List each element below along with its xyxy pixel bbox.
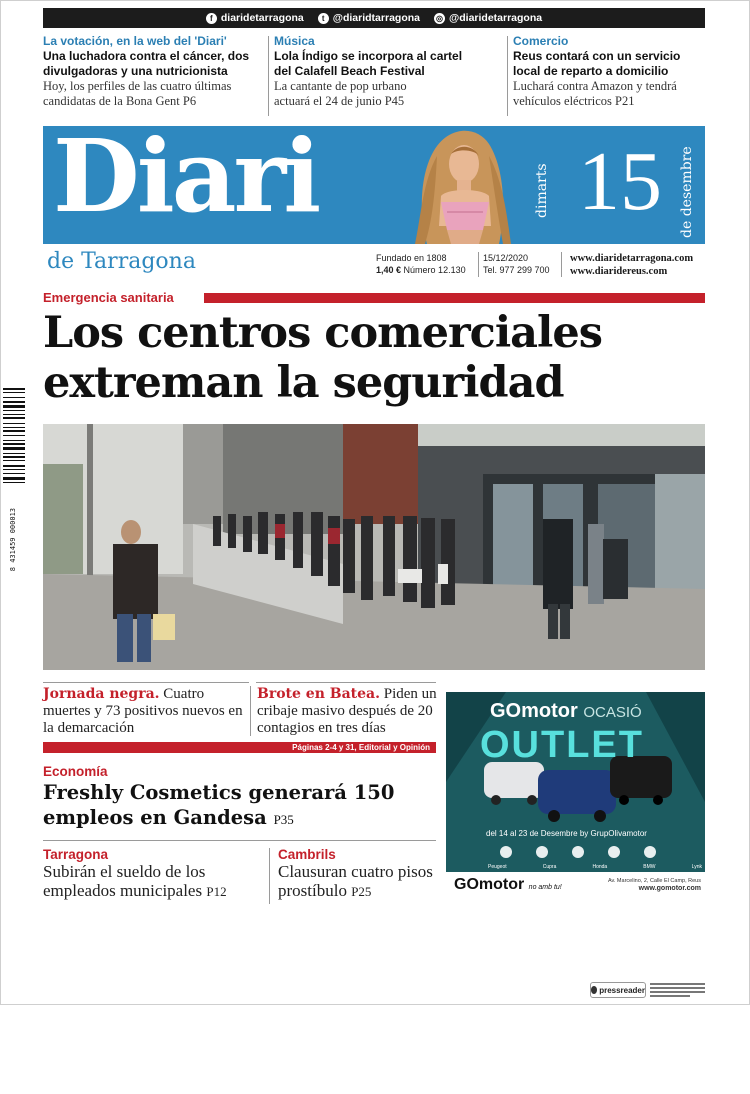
twitter-link[interactable]: t @diaridtarragona (318, 12, 420, 24)
brief-jornada-negra[interactable]: Jornada negra. Cuatro muertes y 73 positivos nuevos en la demarcación (43, 686, 243, 736)
divider (561, 252, 562, 277)
barcode-bar (3, 435, 25, 436)
barcode-bar (3, 473, 25, 474)
barcode-bar (3, 482, 25, 483)
photo-caption: Esta es la cola que se formó ayer en el acceso a Parc Central. FOTO: PERE FERRÉ (657, 1040, 745, 1092)
barcode-number: 8 431459 000013 (9, 508, 17, 572)
masthead-logo[interactable]: Diari (53, 117, 319, 235)
barcode-bar (3, 456, 25, 458)
page-reference: Páginas 2-4 y 31, Editorial y Opinión (43, 742, 436, 753)
barcode-bar (3, 410, 25, 411)
barcode-bar (3, 443, 25, 445)
main-headline[interactable]: Los centros comerciales extreman la seguridad (43, 308, 602, 408)
pressreader-logo[interactable]: pressreader (590, 982, 646, 998)
ad-brand-top: GOmotor OCASIÓ (490, 700, 642, 722)
legal-fine-print (650, 982, 706, 998)
barcode-bar (3, 453, 25, 454)
instagram-link[interactable]: ◎ @diaridetarragona (436, 12, 543, 24)
barcode-bar (3, 388, 25, 390)
barcode-bar (3, 447, 25, 450)
divider (478, 252, 479, 277)
kicker-bar (204, 293, 705, 303)
divider (256, 682, 436, 683)
masthead-subtitle: de Tarragona (47, 249, 196, 274)
teaser-votacion[interactable]: La votación, en la web del 'Diari' Una luchadora contra el cáncer, dos divulgadoras y una nutricionista Hoy, los perfiles de las cuatro últimas candidatas de la Bona Gent P6 (43, 34, 250, 108)
divider (268, 36, 269, 116)
facebook-link[interactable]: f diaridetarragona (206, 12, 304, 24)
ad-outlet-title: OUTLET (480, 724, 644, 766)
barcode-bar (3, 440, 25, 441)
gomotor-ad[interactable] (446, 692, 705, 901)
photo-credit: FOTO: PERE FERRÉ (708, 1074, 745, 1092)
barcode-bar (3, 397, 25, 398)
barcode-bar (3, 401, 25, 403)
barcode-bar (3, 427, 25, 428)
lola-indigo-photo (407, 126, 517, 244)
teaser-musica[interactable]: Música Lola Índigo se incorpora al cartel del Calafell Beach Festival La cantante de pop urbano actuará el 24 de junio P45 (274, 34, 463, 108)
ad-brand-list: Peugeot Cupra Honda BMW Lynk (488, 864, 702, 870)
economy-headline[interactable]: Freshly Cosmetics generará 150 empleos en Gandesa P35 (43, 781, 395, 829)
barcode-bar (3, 392, 25, 393)
mall-queue-photo (43, 424, 705, 670)
barcode-bar (3, 423, 25, 424)
barcode-bar (3, 477, 25, 480)
issue-info: 15/12/2020 Tel. 977 299 700 (483, 253, 550, 275)
date-weekday: dimarts (534, 163, 551, 218)
divider (507, 36, 508, 116)
date-month: de desembre (679, 146, 695, 238)
divider (43, 840, 436, 841)
story-cambrils[interactable]: Cambrils Clausuran cuatro pisos prostíbulo P25 (278, 847, 433, 900)
story-tarragona[interactable]: Tarragona Subirán el sueldo de los empleados municipales P12 (43, 847, 227, 900)
brief-brote-batea[interactable]: Brote en Batea. Piden un cribaje masivo después de 20 contagios en tres días (257, 686, 437, 736)
economy-section: Economía (43, 764, 108, 779)
masthead (43, 117, 705, 244)
main-kicker: Emergencia sanitaria (43, 290, 174, 305)
web-link-tarragona[interactable]: www.diaridetarragona.com (570, 253, 694, 264)
facebook-icon: f (206, 13, 217, 24)
instagram-icon: ◎ (434, 13, 445, 24)
barcode-bars (3, 388, 25, 504)
twitter-icon: t (318, 13, 329, 24)
divider (43, 682, 249, 683)
ad-address: Av. Marcelino, 2, Calle El Camp, Reus www.gomotor.com (607, 878, 701, 892)
barcode-bar (3, 469, 25, 470)
barcode-bar (3, 405, 25, 408)
divider (250, 686, 251, 736)
teaser-comercio[interactable]: Comercio Reus contará con un servicio local de reparto a domicilio Luchará contra Amazon y tendrá vehículos eléctricos P21 (513, 34, 681, 108)
ad-dates: del 14 al 23 de Desembre by GrupOlivamotor (486, 829, 647, 838)
barcode-bar (3, 465, 25, 467)
barcode-bar (3, 414, 25, 415)
divider (269, 848, 270, 904)
web-link-reus[interactable]: www.diaridereus.com (570, 266, 668, 277)
ad-brand-bottom: GOmotor no amb tu! (454, 876, 562, 893)
date-day: 15 (578, 135, 662, 228)
barcode (3, 388, 27, 572)
barcode-bar (3, 417, 25, 419)
barcode-bar (3, 430, 25, 432)
barcode-bar (3, 460, 25, 461)
social-bar (43, 8, 705, 28)
web-links (570, 252, 693, 278)
pressreader-icon (591, 986, 597, 994)
founded-info: Fundado en 1808 1,40 € Número 12.130 (376, 253, 466, 275)
